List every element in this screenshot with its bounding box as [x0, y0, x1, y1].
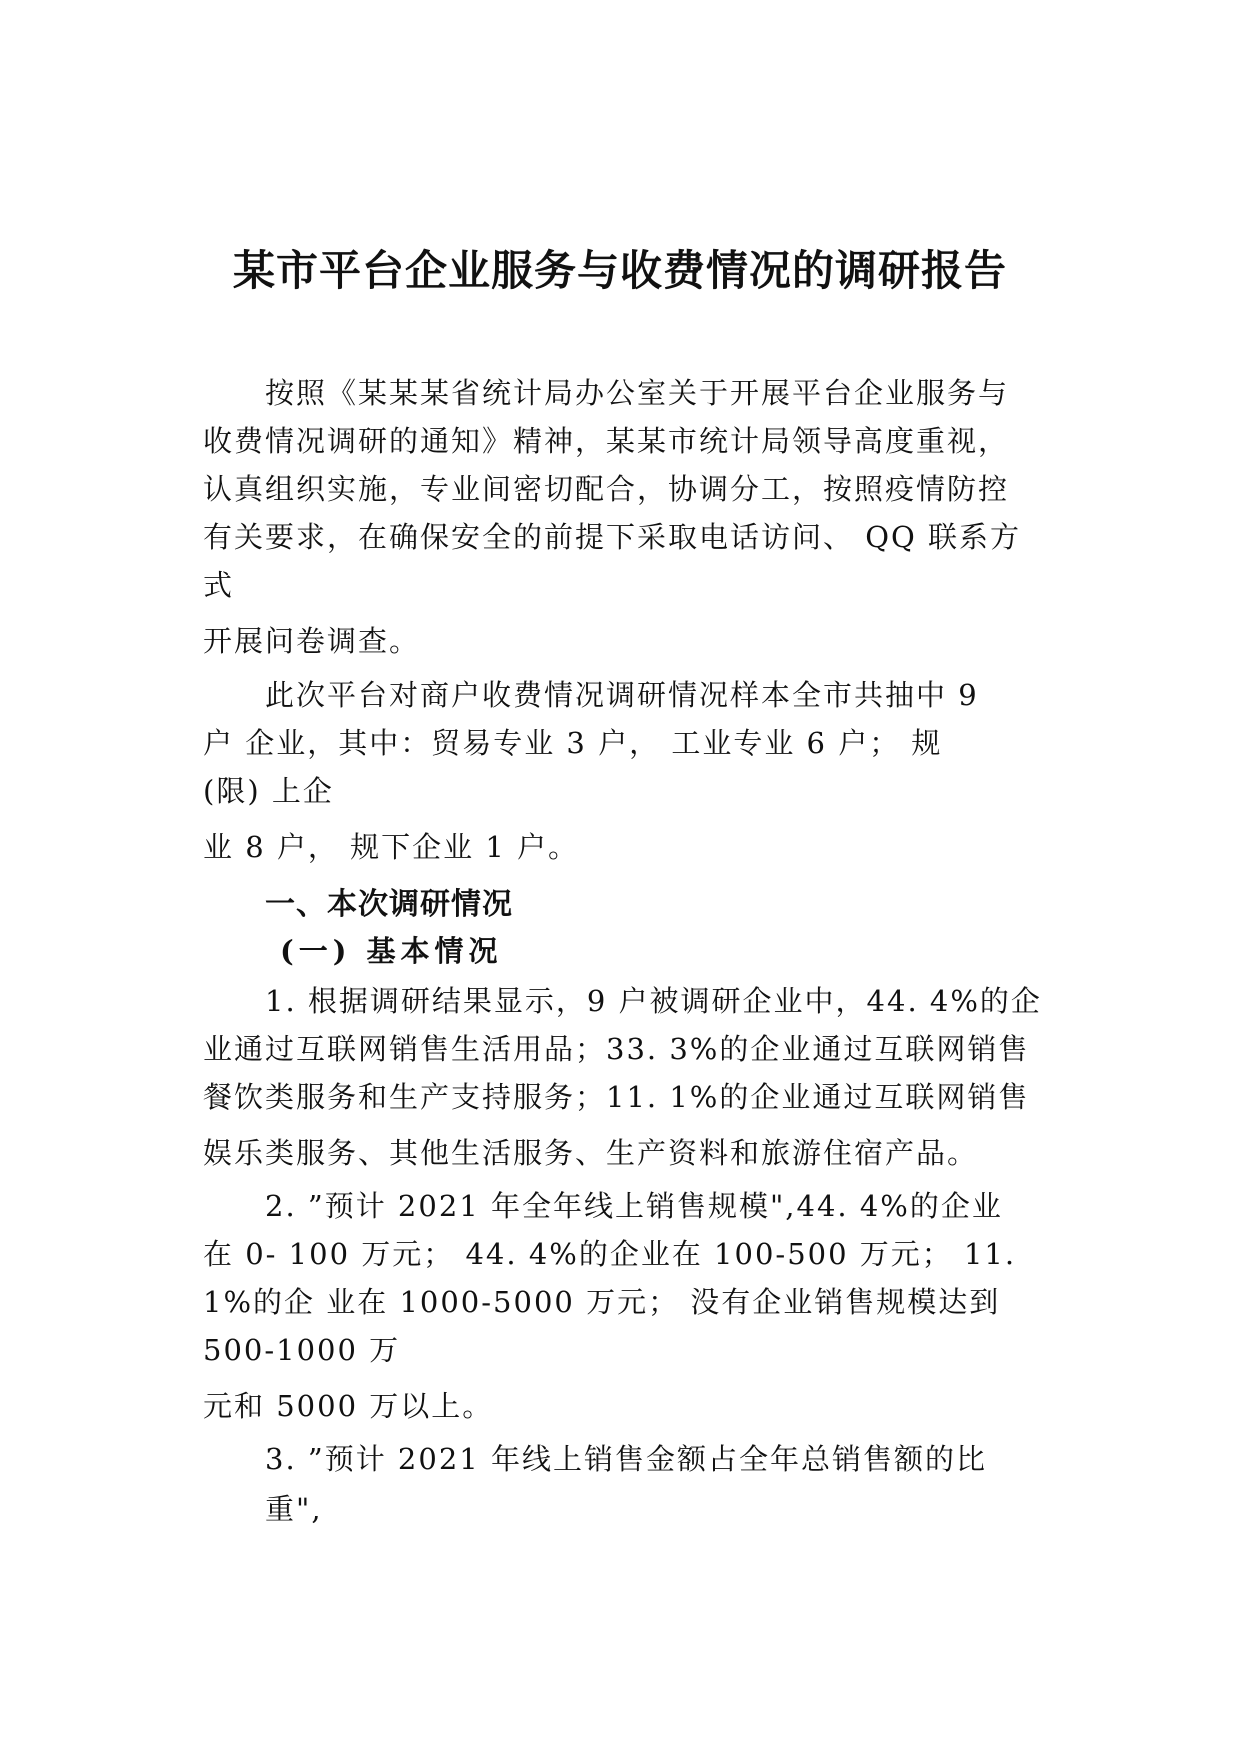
list-item-line: 业通过互联网销售生活用品；33. 3%的企业通过互联网销售 [203, 1032, 1030, 1066]
list-item-line: 在 0- 100 万元； 44. 4%的企业在 100-500 万元； 11. [203, 1237, 1017, 1271]
paragraph-line: 按照《某某某省统计局办公室关于开展平台企业服务与 [265, 376, 1010, 410]
list-item-line: 餐饮类服务和生产支持服务；11. 1%的企业通过互联网销售 [203, 1080, 1030, 1114]
paragraph-line: 式 [203, 568, 235, 602]
list-item-line: 2. ”预计 2021 年全年线上销售规模",44. 4%的企业 [265, 1189, 1003, 1223]
paragraph-line: 此次平台对商户收费情况调研情况样本全市共抽中 9 [265, 678, 979, 712]
list-item-line: 元和 5000 万以上。 [203, 1389, 494, 1423]
paragraph-line: 业 8 户， 规下企业 1 户。 [203, 830, 579, 864]
list-item-line: 娱乐类服务、其他生活服务、生产资料和旅游住宿产品。 [203, 1136, 979, 1170]
paragraph-line: 有关要求，在确保安全的前提下采取电话访问、 QQ 联系方 [203, 520, 1021, 554]
document-title: 某市平台企业服务与收费情况的调研报告 [232, 246, 1007, 295]
list-item-line: 1. 根据调研结果显示，9 户被调研企业中，44. 4%的企 [265, 984, 1042, 1018]
paragraph-line: 认真组织实施，专业间密切配合，协调分工，按照疫情防控 [203, 472, 1010, 506]
subsection-heading: (一) 基本情况 [280, 934, 503, 968]
section-heading: 一、本次调研情况 [265, 887, 513, 922]
list-item-line: 3. ”预计 2021 年线上销售金额占全年总销售额的比 [265, 1442, 987, 1476]
paragraph-line: 户 企业，其中：贸易专业 3 户， 工业专业 6 户； 规 [203, 726, 943, 760]
paragraph-line: 收费情况调研的通知》精神，某某市统计局领导高度重视， [203, 424, 1010, 458]
list-item-line: 1%的企 业在 1000-5000 万元； 没有企业销售规模达到 [203, 1285, 1001, 1319]
list-item-line: 重", [265, 1492, 323, 1526]
paragraph-line: 开展问卷调查。 [203, 624, 421, 658]
list-item-line: 500-1000 万 [203, 1333, 401, 1367]
paragraph-line: (限) 上企 [203, 774, 334, 808]
